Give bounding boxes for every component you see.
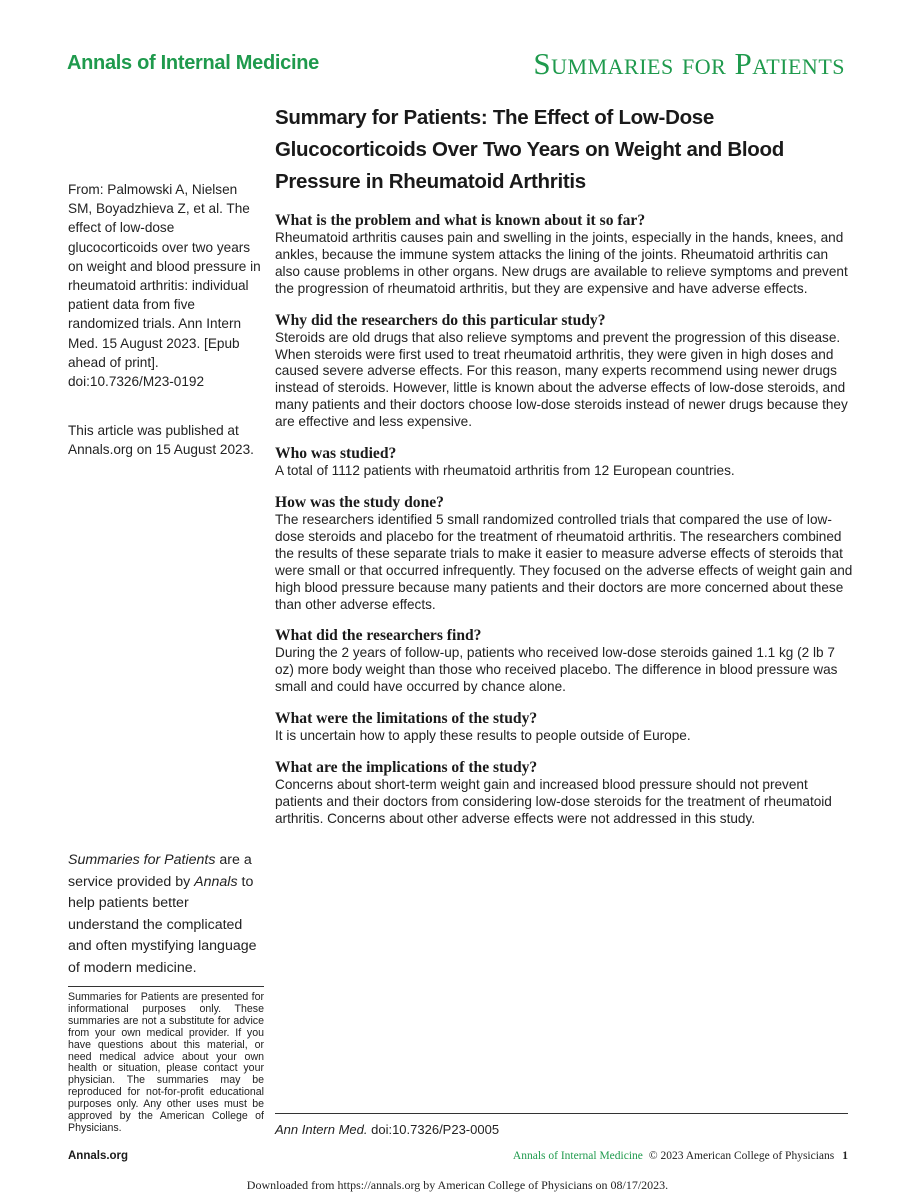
service-name: Summaries for Patients [68, 852, 216, 868]
section-limitations [275, 710, 855, 745]
summary-body [275, 212, 855, 842]
section-why [275, 312, 855, 431]
footer-copyright: © 2023 American College of Physicians [648, 1150, 835, 1162]
source-citation: From: Palmowski A, Nielsen SM, Boyadzhieva Z, et al. The effect of low-dose glucocorticoids over two years on weight and blood pressure in rheumatoid arthritis: individual patient data from five randomized trials. Ann Intern Med. 15 August 2023. [Epub ahead of print]. doi:10.7326/M23-0192 [68, 182, 261, 390]
disclaimer: Summaries for Patients are presented for informational purposes only. These summaries are not a substitute for advice from your own medical provider. If you have questions about this material, or need medical advice about your own health or situation, please contact your physician. The summaries may be reproduced for not-for-profit educational purposes only. Any other uses must be approved by the American College of Physicians. [68, 991, 264, 1134]
section-heading: What did the researchers find? [275, 627, 482, 645]
citation-doi: doi:10.7326/P23-0005 [367, 1122, 500, 1137]
section-heading: Who was studied? [275, 445, 397, 463]
section-tag: Summaries for Patients [533, 46, 845, 81]
footer-info [513, 1150, 848, 1162]
section-heading: How was the study done? [275, 493, 444, 511]
service-text-2: to help patients better understand the complicated and often mystifying language of modern medicine. [68, 873, 257, 976]
citation-journal: Ann Intern Med. [275, 1122, 368, 1137]
service-text-1: are a service provided by [68, 852, 252, 890]
section-text: It is uncertain how to apply these results to people outside of Europe. [275, 728, 691, 744]
section-text: Rheumatoid arthritis causes pain and swelling in the joints, especially in the hands, knees, and ankles, because the immune system attacks the lining of the joints. Rheumatoid arthritis can also cause problems in other organs. New drugs are available to relieve symptoms and prevent the progression of rheumatoid arthritis, but they are expensive and have adverse effects. [275, 230, 848, 296]
section-text: The researchers identified 5 small randomized controlled trials that compared the use of low-dose steroids and placebo for the treatment of rheumatoid arthritis. The researchers combined the results of these separate trials to make it easier to measure adverse effects of steroids that were small or that occurred infrequently. They focused on the adverse effects of weight gain and high blood pressure because many patients and their doctors are more concerned about these than other adverse effects. [275, 511, 853, 612]
citation-divider [275, 1113, 848, 1114]
section-text: Steroids are old drugs that also relieve symptoms and prevent the progression of this disease. When steroids were first used to treat rheumatoid arthritis, they were given in high doses and caused severe adverse effects. For this reason, many experts recommend using newer drugs instead of steroids. However, little is known about the adverse effects of low-dose steroids, and many patients and their doctors choose low-dose steroids instead of newer drugs because they are effective and less expensive. [275, 329, 848, 430]
article-title: Summary for Patients: The Effect of Low-Dose Glucocorticoids Over Two Years on Weight and Blood Pressure in Rheumatoid Arthritis [275, 106, 784, 193]
article-citation [275, 1122, 499, 1137]
service-description [68, 850, 260, 979]
section-text: Concerns about short-term weight gain and increased blood pressure should not prevent patients and their doctors from considering low-dose steroids for the treatment of rheumatoid arthritis. Concerns about other adverse effects were not addressed in this study. [275, 777, 832, 826]
section-how [275, 494, 855, 613]
footer-site-link[interactable]: Annals.org [68, 1150, 129, 1162]
section-findings [275, 627, 855, 696]
section-problem [275, 212, 855, 298]
publication-note: This article was published at Annals.org on 15 August 2023. [68, 423, 254, 458]
section-heading: What is the problem and what is known about it so far? [275, 212, 646, 229]
section-who [275, 445, 855, 480]
footer-journal: Annals of Internal Medicine [512, 1150, 643, 1162]
download-note: Downloaded from https://annals.org by American College of Physicians on 08/17/2023. [246, 1178, 669, 1192]
disclaimer-divider [68, 986, 264, 987]
service-journal: Annals [194, 873, 238, 890]
section-text: During the 2 years of follow-up, patients who received low-dose steroids gained 1.1 kg (2 lb 7 oz) more body weight than those who received placebo. The difference in blood pressure was small and could have occurred by chance alone. [275, 645, 838, 695]
section-text: A total of 1112 patients with rheumatoid arthritis from 12 European countries. [275, 463, 735, 479]
journal-name: Annals of Internal Medicine [67, 52, 319, 74]
section-implications [275, 759, 855, 828]
section-heading: What were the limitations of the study? [275, 710, 538, 728]
section-heading: Why did the researchers do this particular study? [275, 311, 606, 329]
page-number: 1 [842, 1150, 848, 1162]
section-heading: What are the implications of the study? [275, 759, 538, 777]
